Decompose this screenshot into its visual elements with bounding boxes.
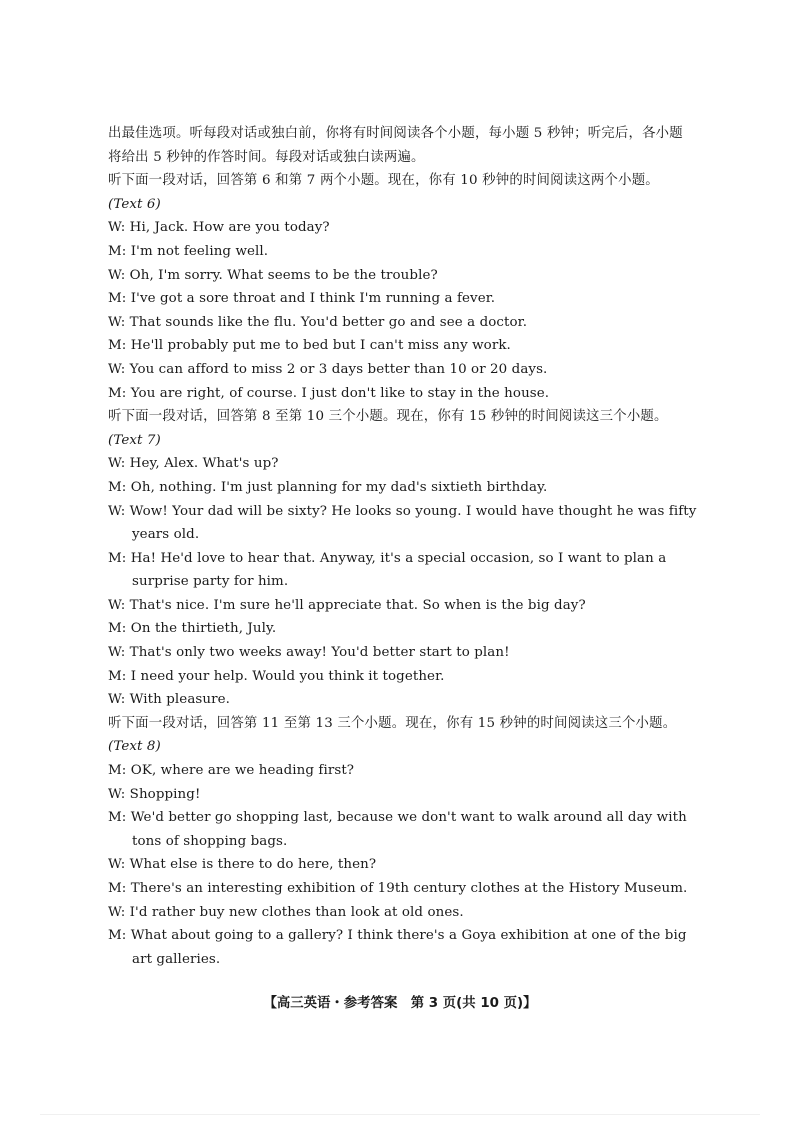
dialogue-line: M: I need your help. Would you think it together.: [108, 668, 445, 684]
dialogue-line: M: You are right, of course. I just don't like to stay in the house.: [108, 385, 550, 401]
dialogue-line: M: I've got a sore throat and I think I'm running a fever.: [108, 291, 496, 307]
dialogue-line: M: We'd better go shopping last, because we don't want to walk around all day with tons of shopping bags.: [108, 810, 687, 849]
dialogue-line: W: Hey, Alex. What's up?: [108, 456, 279, 472]
dialogue-line: M: On the thirtieth, July.: [108, 621, 277, 637]
dialogue-line: W: I'd rather buy new clothes than look at old ones.: [108, 904, 464, 920]
dialogue-line: W: You can afford to miss 2 or 3 days better than 10 or 20 days.: [108, 361, 548, 377]
page-footer: 【高三英语・参考答案 第 3 页(共 10 页)】: [263, 996, 537, 1011]
intro-line: 出最佳选项。听每段对话或独白前，你将有时间阅读各个小题，每小题 5 秒钟；听完后，各小题: [108, 126, 683, 141]
intro-line: 将给出 5 秒钟的作答时间。每段对话或独白读两遍。: [108, 149, 425, 165]
dialogue-line: M: There's an interesting exhibition of 19th century clothes at the History Museum.: [108, 881, 688, 896]
dialogue-section: [108, 712, 700, 972]
dialogue-line: M: I'm not feeling well.: [108, 243, 269, 259]
dialogue-line: M: Oh, nothing. I'm just planning for my dad's sixtieth birthday.: [108, 479, 548, 495]
dialogue-section: [108, 405, 700, 712]
dialogue-line: W: With pleasure.: [108, 692, 230, 708]
dialogue-line: W: Oh, I'm sorry. What seems to be the trouble?: [108, 267, 438, 283]
dialogue-line: W: Shopping!: [108, 786, 201, 802]
dialogue-line: W: Wow! Your dad will be sixty? He looks so young. I would have thought he was fifty years old.: [108, 503, 697, 543]
section-instruction: 听下面一段对话，回答第 11 至第 13 三个小题。现在，你有 15 秒钟的时间阅读这三个小题。: [108, 715, 677, 731]
section-instruction: 听下面一段对话，回答第 6 和第 7 两个小题。现在，你有 10 秒钟的时间阅读这两个小题。: [108, 173, 659, 189]
divider: [40, 1114, 760, 1115]
dialogue-line: W: Hi, Jack. How are you today?: [108, 220, 330, 236]
dialogue-line: W: What else is there to do here, then?: [108, 857, 377, 873]
section-instruction: 听下面一段对话，回答第 8 至第 10 三个小题。现在，你有 15 秒钟的时间阅读这三个小题。: [108, 409, 668, 425]
dialogue-line: M: He'll probably put me to bed but I can't miss any work.: [108, 338, 511, 354]
text-label: (Text 8): [108, 739, 161, 755]
dialogue-section: [108, 169, 700, 405]
dialogue-line: M: What about going to a gallery? I think there's a Goya exhibition at one of the big art galleries.: [108, 928, 687, 967]
text-label: (Text 6): [108, 196, 161, 212]
text-label: (Text 7): [108, 432, 161, 448]
dialogue-line: W: That's only two weeks away! You'd better start to plan!: [108, 645, 510, 661]
dialogue-line: W: That sounds like the flu. You'd better go and see a doctor.: [108, 314, 528, 330]
dialogue-line: M: OK, where are we heading first?: [108, 763, 355, 779]
dialogue-line: M: Ha! He'd love to hear that. Anyway, it's a special occasion, so I want to plan a surprise party for him.: [108, 550, 667, 590]
document-body: [108, 122, 700, 971]
dialogue-line: W: That's nice. I'm sure he'll appreciate that. So when is the big day?: [108, 597, 586, 613]
